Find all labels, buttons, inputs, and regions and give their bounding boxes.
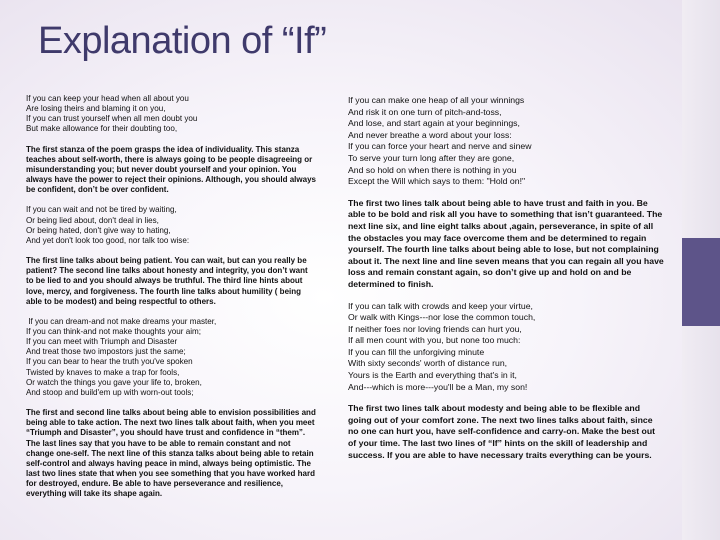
explanation-4: The first two lines talk about being able to have trust and faith in you. Be able to be bold and risk all you have to something that isn’t guaranteed. The next line six, and line eight talks about ,again, perseverance, in spite of all the obstacles you may face overcome them and be determined to regain yourself. The fourth line talks about being able to lose, but not complaining about it. The next line and line seven means that you can regain all you have loss and remain constant again, so don’t give up and hold on and be determined to finish. xyxy=(348,197,664,289)
left-column xyxy=(26,94,316,509)
explanation-2: The first line talks about being patient. You can wait, but can you really be patient? The second line talks about honesty and integrity, you don’t want to be lied to and you should always be truthful. The third line hints about love, mercy, and forgiveness. The fourth line talks about humility ( being able to be modest) and being respectful to others. xyxy=(26,256,308,306)
explanation-3: The first and second line talks about being able to envision possibilities and being able to take action. The next two lines talk about faith, when you meet “Triumph and Disaster”, you should have trust and confidence in “them”. The last lines say that you have to be able to remain constant and not change one-self. The next line of this stanza talks about being able to retain self-control and always having peace in mind, always being optimistic. The last two lines state that when you see something that you have worked hard for destroyed, endure. Be able to have perseverance and resilience, everything will take its shape again. xyxy=(26,408,316,499)
explanation-5: The first two lines talk about modesty and being able to be flexible and going out of your comfort zone. The next two lines talks about faith, since no one can hurt you, have self-confidence and carry-on. Make the best out of your time. The last two lines of “If” hints on the skill of leadership and success. If you are able to have necessary traits everything can be yours. xyxy=(348,403,656,460)
right-column xyxy=(348,95,664,471)
stanza-1: If you can keep your head when all about you Are losing theirs and blaming it on you, If you can trust yourself when all men doubt you But make allowance for their doubting too, xyxy=(26,94,198,134)
stanza-4: If you can make one heap of all your winnings And risk it on one turn of pitch-and-toss, And lose, and start again at your beginnings, And never breathe a word about your loss: If you can force your heart and nerve and sinew To serve your turn long after they are gone, And so hold on when there is nothing in you Except the Will which says to them: "Hold on!" xyxy=(348,95,532,187)
stanza-2: If you can wait and not be tired by waiting, Or being lied about, don't deal in lies, Or being hated, don't give way to hating, And yet don't look too good, nor talk too wise: xyxy=(26,205,190,245)
sidebar-accent-block xyxy=(682,238,720,326)
slide-title: Explanation of “If” xyxy=(38,20,327,62)
stanza-5: If you can talk with crowds and keep your virtue, Or walk with Kings---nor lose the common touch, If neither foes nor loving friends can hurt you, If all men count with you, but none too much: If you can fill the unforgiving minute With sixty seconds' worth of distance run, Yours is the Earth and everything that's in it, And---which is more---you'll be a Man, my son! xyxy=(348,300,536,392)
explanation-1: The first stanza of the poem grasps the idea of individuality. This stanza teaches about self-worth, there is always going to be people disagreeing or misunderstanding you; but never doubt yourself and your opinion. You always have the power to reject their opinions. Although, you should always be confident, don’t be over confident. xyxy=(26,144,316,195)
stanza-3: If you can dream-and not make dreams your master, If you can think-and not make thoughts your aim; If you can meet with Triumph and Disaster And treat those two impostors just the same; If you can bear to hear the truth you've spoken Twisted by knaves to make a trap for fools, Or watch the things you gave your life to, broken, And stoop and build'em up with worn-out tools; xyxy=(26,316,217,397)
